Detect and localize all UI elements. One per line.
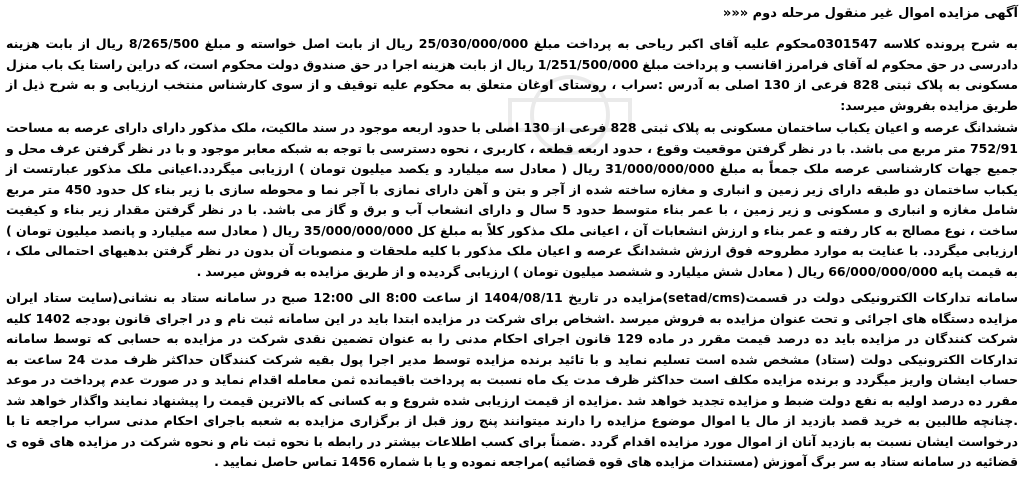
property-description-paragraph: ششدانگ عرصه و اعیان یکباب ساختمان مسکونی به پلاک ثبتی 828 فرعی از 130 اصلی با حدود اربعه موجود در سند مالکیت، ملک مذکور دارای دارای عرصه به مساحت 752/91 متر مربع می باشد. با در نظر گرفتن موقعیت وقوع ، حدود اربعه قطعه ، کاربری ، نحوه دسترسی با توجه به شبکه معابر موجود و با در نظر گرفتن عرف محل و جمیع جهات کارشناسی عرصه ملک جمعاً به مبلغ 31/000/000/000 ریال ( معادل سه میلیارد و یکصد میلیون تومان ) ارزیابی میگردد.اعیانی ملک مذکور عبارتست از یکباب ساختمان دو طبقه دارای زیر زمین و انباری و مغازه ساخته شده از آجر و بتن و آهن دارای نمازی با آجر نما و محوطه سازی با زیر بناء کل حدود 450 متر مربع شامل مغازه و انباری و مسکونی و زیر زمین ، با عمر بناء متوسط حدود 5 سال و دارای انشعاب آب و برق و گاز می باشد. با در نظر گرفتن مقدار زیر بناء و کیفیت ساخت ، نوع مصالح به کار رفته و عمر بناء و ارزش انشعابات آن ، اعیانی ملک مذکور کلاً به مبلغ کل 35/000/000/000 ریال ( معادل سه میلیارد و پانصد میلیون تومان ) ارزیابی میگردد. با عنایت به موارد مطروحه فوق ارزش ششدانگ عرصه و اعیان ملک مذکور با کلیه ملحقات و منصوبات آن بدون در نظر گرفتن بدهیهای احتمالی ملک ، به قیمت پایه 66/000/000/000 ریال ( معادل شش میلیارد و ششصد میلیون تومان ) ارزیابی گردیده و از طریق مزایده به فروش میرسد .	[6, 120, 1019, 279]
notice-title: آگهی مزایده اموال غیر منقول مرحله دوم «««	[722, 6, 1018, 21]
auction-conditions-paragraph: سامانه تدارکات الکترونیکی دولت در قسمت(setad/cms)مزایده در تاریخ 1404/08/11 از ساعت 8:00 الی 12:00 صبح در سامانه ستاد به نشانی(سایت ستاد ایران مزایده دستگاه های اجرائی و تحت عنوان مزایده به فروش میرسد .اشخاص برای شرکت در مزایده ابتدا باید در این سامانه ثبت نام و در اجرای قانون بودجه 1402 کلیه شرکت کنندگان در مزایده باید ده درصد قیمت مقرر در ماده 129 قانون اجرای احکام مدنی را به عنوان تضمین نقدی شرکت در مزایده به حسابی که توسط سامانه تدارکات الکترونیکی دولت (ستاد) مشخص شده است تسلیم نماید و با تائید برنده مزایده توسط مدیر اجرا پول بقیه شرکت کنندگان حداکثر ظرف مدت 24 ساعت به حساب ایشان واریز میگردد و برنده مزایده مکلف است حداکثر ظرف مدت یک ماه نسبت به پرداخت باقیمانده ثمن معامله اقدام نماید و در صورت عدم پرداخت در موعد مقرر ده درصد اولیه به نفع دولت ضبط و مزایده تجدید خواهد شد .مزایده از قیمت ارزیابی شده شروع و به کسانی که بالاترین قیمت را پیشنهاد نمایند واگذار خواهد شد .چنانچه طالبین به خرید قصد بازدید از مال یا اموال موضوع مزایده را دارند میتوانند پنج روز قبل از برگزاری مزایده به شعبه باجرای احکام مدنی سراب مراجعه تا با درخواست ایشان نسبت به بازدید آنان از اموال مورد مزایده اقدام گردد .ضمناً برای کسب اطلاعات بیشتر در رابطه با نحوه ثبت نام و نحوه شرکت در مزایده های قوه ی قضائیه در سامانه ستاد به سر برگ آموزش (مستندات مزایده های قوه قضائیه )مراجعه نموده و یا با شماره 1456 تماس حاصل نمایید .	[6, 290, 1019, 469]
case-summary-paragraph: به شرح پرونده کلاسه 0301547محکوم علیه آقای اکبر ریاحی به پرداخت مبلغ 25/030/000/000 ریال از بابت اصل خواسته و مبلغ 8/265/500 ریال از بابت هزینه دادرسی در حق محکوم له آقای فرامرز اقانسب و پرداخت مبلغ 1/251/500/000 ریال از بابت هزینه اجرا در حق صندوق دولت محکوم است، که دراین راستا یک باب منزل مسکونی به پلاک ثبتی 828 فرعی از 130 اصلی به آدرس :سراب ، روستای اوغان متعلق به محکوم علیه توقیف و از سوی کارشناس منتخب ارزیابی و به شرح ذیل از طریق مزایده بفروش میرسد:	[6, 36, 1018, 113]
